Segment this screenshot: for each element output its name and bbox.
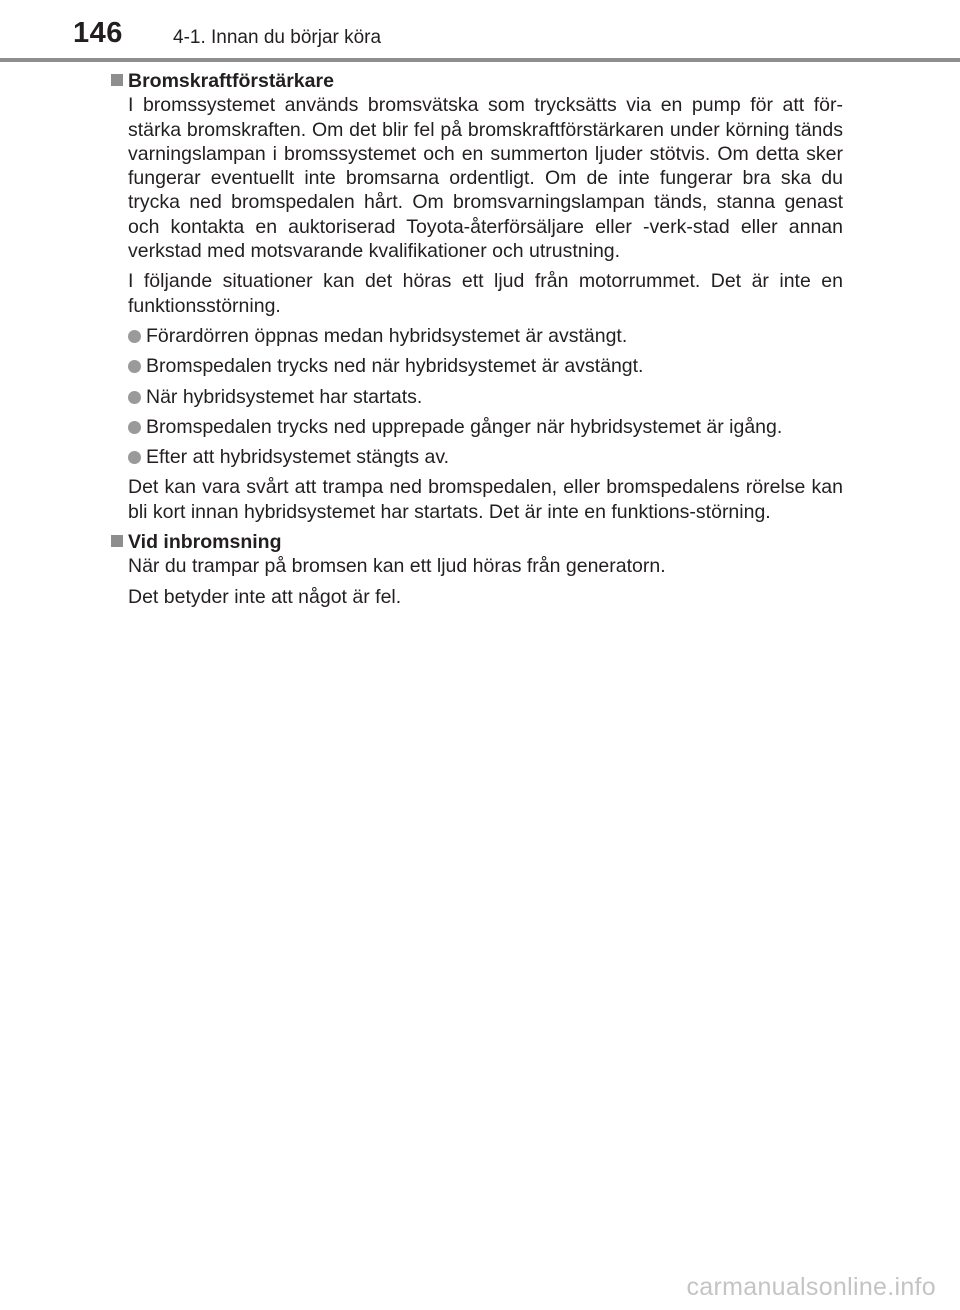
list-item [111,324,843,348]
list-item [111,415,843,439]
body-paragraph: Det betyder inte att något är fel. [128,585,402,608]
page-content [111,69,843,609]
list-item [111,385,843,409]
bullet-dot-icon [128,421,141,434]
body-paragraph: I följande situationer kan det höras ett ljud från motorrummet. Det är inte en funktionsstörning. [128,270,843,317]
page-header [0,0,960,62]
section-heading-text: Vid inbromsning [128,531,282,554]
list-item-text: Bromspedalen trycks ned upprepade gånger när hybridsystemet är igång. [146,415,783,438]
list-item [111,445,843,469]
bullet-dot-icon [128,451,141,464]
section-square-icon [111,74,123,86]
section-square-icon [111,535,123,547]
list-item-text: Förardörren öppnas medan hybridsystemet är avstängt. [146,324,628,347]
body-paragraph: I bromssystemet används bromsvätska som trycksätts via en pump för att för-stärka bromskraften. Om det blir fel på bromskraftförstärkaren under körning tänds varningslampan i bromssystemet och en summerton ljuder stötvis. Om detta sker fungerar eventuellt inte bromsarna ordentligt. Om de inte fungerar bra ska du trycka ned bromspedalen hårt. Om bromsvarningslampan tänds, stanna genast och kontakta en auktoriserad Toyota-återförsäljare eller -verk-stad eller annan verkstad med motsvarande kvalifikationer och utrustning. [128,94,843,263]
page-number: 146 [73,17,123,49]
list-item-text: När hybridsystemet har startats. [146,385,423,408]
list-item-text: Bromspedalen trycks ned när hybridsystemet är avstängt. [146,355,644,378]
section-heading-text: Bromskraftförstärkare [128,70,334,92]
bullet-dot-icon [128,360,141,373]
section-heading-inbromsning [111,530,843,554]
header-divider [0,58,960,62]
list-item-text: Efter att hybridsystemet stängts av. [146,446,450,469]
watermark: carmanualsonline.info [686,1273,936,1301]
chapter-title: 4-1. Innan du börjar köra [173,27,382,48]
section-heading-bromskraft [111,69,843,93]
bullet-dot-icon [128,330,141,343]
list-item [111,354,843,378]
body-paragraph: Det kan vara svårt att trampa ned bromspedalen, eller bromspedalens rörelse kan bli kort innan hybridsystemet har startats. Det är inte en funktions-störning. [128,476,843,523]
bullet-dot-icon [128,391,141,404]
body-paragraph: När du trampar på bromsen kan ett ljud höras från generatorn. [128,555,666,578]
